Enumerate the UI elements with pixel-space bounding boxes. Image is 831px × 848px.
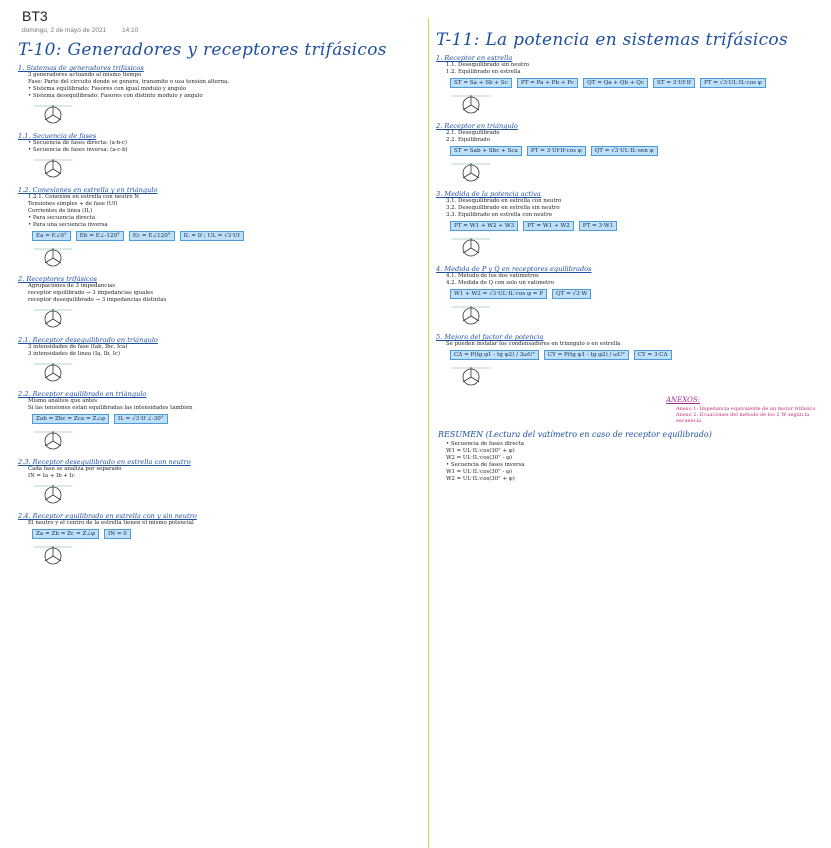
section-title: 2. Receptores trifásicos — [18, 275, 98, 283]
formula-box: QT = √3·UL·IL·sen φ — [591, 146, 658, 156]
section — [18, 336, 423, 388]
left-topic-title: T-10: Generadores y receptores trifásicos — [18, 40, 387, 60]
section-line: Si las tensiones están equilibradas las intensidades también — [28, 405, 193, 411]
section-line: • Para secuencia directa — [28, 215, 96, 221]
section-line: 1.1. Desequilibrado sin neutro — [446, 62, 530, 68]
formula-row — [32, 231, 423, 241]
section-title: 1.2. Conexiones en estrella y en triángulo — [18, 186, 158, 194]
formula-box: IL = If ; UL = √3·Uf — [180, 231, 244, 241]
section — [436, 265, 826, 331]
right-sections — [436, 54, 826, 392]
section-line: Corrientes de línea (IL) — [28, 208, 93, 214]
section-title: 2.1. Receptor desequilibrado en triángulo — [18, 336, 158, 344]
formula-box: CY = 3·CΔ — [634, 350, 672, 360]
section-line: receptor desequilibrado → 3 impedancias distintas — [28, 297, 167, 303]
section — [18, 458, 423, 510]
section — [436, 54, 826, 120]
section-line: • Sistema equilibrado: Fasores con igual módulo y ángulo — [28, 86, 187, 92]
formula-box: IL = √3·If ∠-30° — [114, 414, 168, 424]
section-line: 3.2. Desequilibrado en estrella sin neutro — [446, 205, 560, 211]
formula-row — [450, 350, 826, 360]
annex-items — [436, 406, 826, 424]
section-title: 5. Mejora del factor de potencia — [436, 333, 544, 341]
formula-box: PT = 3·Uf·If·cos φ — [527, 146, 586, 156]
formula-box: ST = Sab + Sbc + Sca — [450, 146, 522, 156]
section-line: El neutro y el centro de la estrella tienen el mismo potencial — [28, 520, 194, 526]
formula-box: QT = Qa + Qb + Qc — [583, 78, 648, 88]
section-line: • Secuencia de fases directa: (a-b-c) — [28, 140, 128, 146]
section — [436, 122, 826, 188]
formula-row — [32, 529, 423, 539]
section — [18, 186, 423, 273]
section-line: receptor equilibrado → 3 impedancias iguales — [28, 290, 154, 296]
circuit-diagram-figure — [32, 360, 74, 386]
circuit-diagram-figure — [450, 160, 492, 186]
circuit-diagram-figure — [450, 235, 492, 261]
resumen-line: W1 = UL·IL·cos(30° + φ) — [446, 448, 515, 454]
formula-box: PT = W1 + W2 + W3 — [450, 221, 518, 231]
section-line: IN = Ia + Ib + Ic — [28, 473, 75, 479]
section-line: 3.3. Equilibrado en estrella con neutro — [446, 212, 552, 218]
section-line: 4.1. Método de los dos vatímetros — [446, 273, 539, 279]
section-line: 2.1. Desequilibrado — [446, 130, 500, 136]
formula-box: QT = √3·W — [552, 289, 591, 299]
resumen-line: • Secuencia de fases directa — [446, 441, 524, 447]
annex-title: ANEXOS: — [666, 396, 701, 404]
section-title: 1. Receptor en estrella — [436, 54, 513, 62]
formula-box: Zab = Zbc = Zca = Z∠φ — [32, 414, 109, 424]
section — [18, 132, 423, 184]
resumen-title: RESUMEN (Lectura del vatímetro en caso de receptor equilibrado) — [438, 430, 712, 439]
circuit-diagram-figure — [32, 102, 74, 128]
section — [18, 64, 423, 130]
right-column — [436, 28, 826, 843]
formula-box: W1 + W2 = √3·UL·IL·cos φ = P — [450, 289, 547, 299]
section-line: 3.1. Desequilibrado en estrella con neutro — [446, 198, 562, 204]
formula-box: IN = 0 — [104, 529, 131, 539]
page-date: domingo, 2 de mayo de 2021 — [22, 27, 107, 34]
section-title: 4. Medida de P y Q en receptores equilibrados — [436, 265, 592, 273]
left-sections — [18, 64, 423, 571]
section-line: • Secuencia de fases inversa: (a-c-b) — [28, 147, 128, 153]
section-title: 3. Medida de la potencia activa — [436, 190, 541, 198]
formula-row — [450, 78, 826, 88]
formula-row — [450, 289, 826, 299]
formula-row — [32, 414, 423, 424]
page-time: 14:10 — [122, 27, 139, 34]
section-line: Se pueden instalar los condensadores en triángulo o en estrella — [446, 341, 621, 347]
formula-box: ST = 3·Uf·If — [653, 78, 695, 88]
circuit-diagram-figure — [32, 482, 74, 508]
circuit-diagram-figure — [32, 428, 74, 454]
section — [436, 333, 826, 392]
section-line: 2.2. Equilibrado — [446, 137, 490, 143]
section-title: 2.3. Receptor desequilibrado en estrella con neutro — [18, 458, 191, 466]
section — [436, 190, 826, 263]
section-line: Mismo análisis que antes — [28, 398, 98, 404]
circuit-diagram-figure — [32, 245, 74, 271]
formula-box: Eb = E∠-120° — [76, 231, 124, 241]
formula-box: Ea = E∠0° — [32, 231, 71, 241]
section-line: Tensiones simples + de fase (Uf) — [28, 201, 118, 207]
section-line: Fase: Parte del circuito donde se genera, transmite o usa tensión alterna. — [28, 79, 230, 85]
section-title: 2.4. Receptor equilibrado en estrella con y sin neutro — [18, 512, 197, 520]
formula-box: PT = 3·W1 — [579, 221, 617, 231]
formula-box: CΔ = P(tg φ1 - tg φ2) / 3ωU² — [450, 350, 539, 360]
section-title: 2. Receptor en triángulo — [436, 122, 518, 130]
page-title[interactable]: BT3 — [22, 8, 48, 24]
circuit-diagram-figure — [450, 92, 492, 118]
formula-row — [450, 221, 826, 231]
section — [18, 390, 423, 456]
column-divider — [428, 18, 429, 848]
resumen-line: W2 = UL·IL·cos(30° + φ) — [446, 476, 515, 482]
section-line: Cada fase se analiza por separado — [28, 466, 122, 472]
circuit-diagram-figure — [32, 156, 74, 182]
formula-box: PT = W1 + W2 — [523, 221, 574, 231]
annex-item: Anexo 2: Ecuaciones del método de los 2 W según la secuencia — [676, 412, 810, 424]
section-line: • Sistema desequilibrado: Fasores con distinto módulo y ángulo — [28, 93, 203, 99]
page-meta — [22, 27, 152, 34]
section-line: 1.2.1. Conexión en estrella con neutro N — [28, 194, 140, 200]
section — [18, 512, 423, 571]
resumen-line: • Secuencia de fases inversa — [446, 462, 525, 468]
section — [18, 275, 423, 334]
section-line: Agrupaciones de 3 impedancias — [28, 283, 116, 289]
right-topic-title: T-11: La potencia en sistemas trifásicos — [436, 30, 788, 50]
formula-box: PT = √3·UL·IL·cos φ — [700, 78, 766, 88]
section-title: 1.1. Secuencia de fases — [18, 132, 97, 140]
formula-row — [450, 146, 826, 156]
formula-box: Za = Zb = Zc = Z∠φ — [32, 529, 99, 539]
circuit-diagram-figure — [32, 543, 74, 569]
left-column — [18, 38, 423, 843]
formula-box: ST = Sa + Sb + Sc — [450, 78, 512, 88]
resumen-line: W2 = UL·IL·cos(30° - φ) — [446, 455, 512, 461]
section-title: 1. Sistemas de generadores trifásicos — [18, 64, 144, 72]
resumen-lines — [436, 441, 826, 483]
section-line: • Para una secuencia inversa — [28, 222, 108, 228]
annex-item: Anexo 1: Impedancia equivalente de un motor trifásico — [676, 406, 816, 412]
section-line: 4.2. Medida de Q con solo un vatímetro — [446, 280, 554, 286]
section-line: 1.2. Equilibrado en estrella — [446, 69, 521, 75]
section-line: 3 intensidades de fase (Iab, Ibc, Ica) — [28, 344, 128, 350]
circuit-diagram-figure — [450, 303, 492, 329]
section-title: 2.2. Receptor equilibrado en triángulo — [18, 390, 147, 398]
formula-box: PT = Pa + Pb + Pc — [517, 78, 578, 88]
section-line: 3 intensidades de línea (Ia, Ib, Ic) — [28, 351, 120, 357]
circuit-diagram-figure — [450, 364, 492, 390]
circuit-diagram-figure — [32, 306, 74, 332]
formula-box: Ec = E∠120° — [129, 231, 175, 241]
formula-box: CY = P(tg φ1 - tg φ2) / ωU² — [544, 350, 629, 360]
resumen-line: W1 = UL·IL·cos(30° - φ) — [446, 469, 512, 475]
section-line: 3 generadores actuando al mismo tiempo — [28, 72, 142, 78]
